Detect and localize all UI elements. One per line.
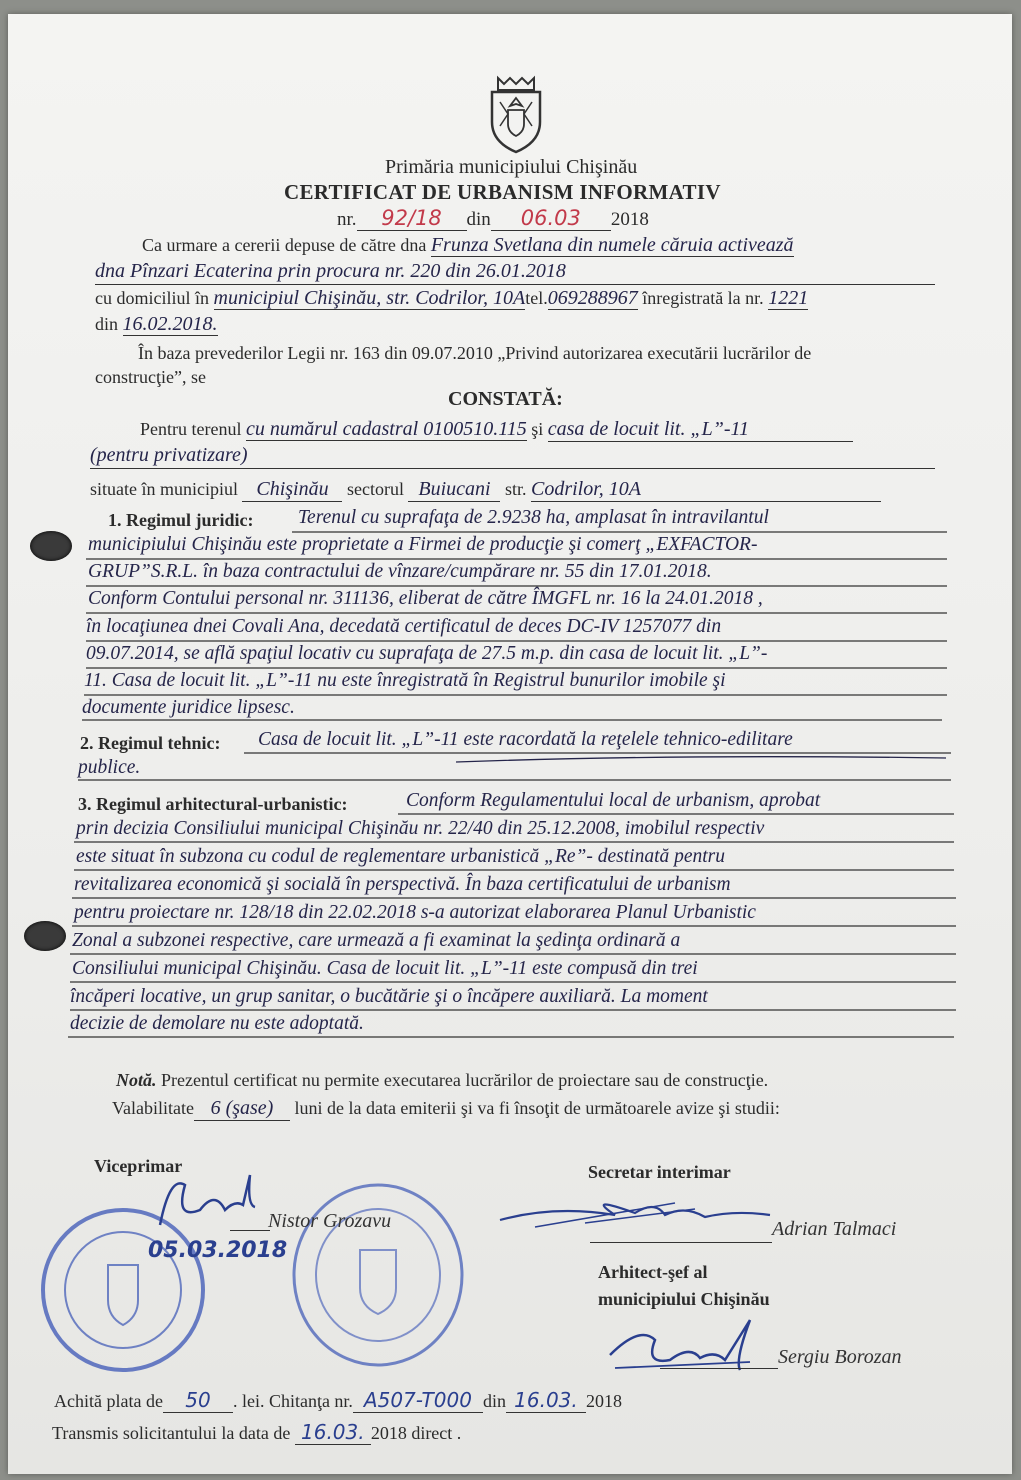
intro-line-4 [95,313,218,336]
document-title: CERTIFICAT DE URBANISM INFORMATIV [284,180,721,204]
regim-juridic-label: 1. Regimul juridic: [108,510,254,530]
intro-line-2 [95,260,935,283]
domicile-label: cu domiciliul în [95,288,209,308]
payment-amount: 50 [163,1388,233,1413]
transmis-line [52,1420,461,1445]
punch-hole-bottom [24,921,66,951]
regim-arhitectural-line-4: revitalizarea economică şi socială în perspectivă. În baza certificatului de urbanism [74,874,731,895]
transmis-date: 16.03. [295,1420,371,1445]
regim-arhitectural-line-2: prin decizia Consiliului municipal Chişinău nr. 22/40 din 25.12.2008, imobilul respectiv [76,818,765,839]
regim-juridic-underlines [82,530,952,725]
viceprimar-signature [155,1165,265,1235]
secretar-label: Secretar interimar [588,1162,731,1182]
receipt-year: 2018 [585,1391,622,1411]
street-label: str. [504,479,527,499]
regim-arhitectural-line-5: pentru proiectare nr. 128/18 din 22.02.2018 s-a autorizat elaborarea Planul Urbanistic [74,902,756,923]
law-line-1: În baza prevederilor Legii nr. 163 din 09.07.2010 „Privind autorizarea executării lucrărilor de [138,343,812,363]
certificate-date: 06.03 [491,206,611,231]
regim-tehnic-underlines [76,750,956,785]
viceprimar-label: Viceprimar [94,1156,183,1176]
secretar-name: Adrian Talmaci [772,1218,897,1240]
arhitect-label-line-1: Arhitect-şef al [598,1262,708,1282]
regim-tehnic-label: 2. Regimul tehnic: [80,733,221,753]
terrain-line-2 [90,444,935,467]
nota-line [116,1070,768,1091]
location-label: situate în municipiul [90,479,238,499]
payment-line [54,1388,622,1413]
registration-number: 1221 [768,287,809,309]
institution-name: Primăria municipiului Chişinău [385,156,638,178]
location-street: Codrilor, 10A [531,478,881,502]
transmis-suffix: 2018 direct . [370,1423,462,1443]
regim-juridic-line-3: GRUP”S.R.L. în baza contractului de vînzare/cumpărare nr. 55 din 17.01.2018. [88,561,712,582]
receipt-label: . lei. Chitanţa nr. [232,1391,353,1411]
payment-label: Achită plata de [54,1391,163,1411]
proxy-details: dna Pînzari Ecaterina prin procura nr. 220 din 26.01.2018 [95,260,566,282]
location-sector: Buiucani [408,478,500,502]
terrain-label: Pentru terenul [140,419,242,439]
cadastral-number: cu numărul cadastral 0100510.115 [245,418,527,440]
receipt-date: 16.03. [506,1388,586,1413]
terrain-line-1 [140,418,853,442]
validity-line [112,1097,780,1121]
regim-arhitectural-line-7: Consiliului municipal Chişinău. Casa de locuit lit. „L”-11 este compusă din trei [72,958,698,979]
certificate-year: 2018 [610,209,649,230]
regim-arhitectural-line-6: Zonal a subzonei respective, care urmează a fi examinat la şedinţa ordinară a [72,930,681,951]
validity-label: Valabilitate [112,1098,194,1118]
regim-juridic-line-5: în locaţiunea dnei Covali Ana, decedată certificatul de deces DC-IV 1257077 din [86,616,722,637]
regim-tehnic-line-1: Casa de locuit lit. „L”-11 este racordată la reţelele tehnico-edilitare [258,729,793,750]
location-city: Chişinău [242,478,342,502]
arhitect-name: Sergiu Borozan [778,1346,902,1368]
stamp-center [288,1180,468,1370]
nota-label: Notă. [116,1070,157,1090]
regim-arhitectural-line-8: încăperi locative, un grup sanitar, o bucătărie şi o încăpere auxiliară. La moment [70,986,708,1007]
viceprimar-date: 05.03.2018 [148,1238,288,1263]
regim-juridic-line-4: Conform Contului personal nr. 311136, eliberat de către ÎMGFL nr. 16 la 24.01.2018 , [88,588,763,609]
receipt-number: A507-T000 [353,1388,483,1413]
phone-number: 069288967 [547,287,638,309]
house-description: casa de locuit lit. „L”-11 [548,418,853,442]
tel-label: tel. [525,288,548,308]
nr-label: nr. [337,209,357,230]
law-line-2: construcţie”, se [95,367,206,387]
secretar-signature [495,1185,775,1245]
regim-arhitectural-label: 3. Regimul arhitectural-urbanistic: [78,794,348,814]
receipt-din-label: din [482,1391,506,1411]
regim-arhitectural-line-9: decizie de demolare nu este adoptată. [70,1013,364,1034]
din-label: din [466,209,491,230]
terrain-purpose: (pentru privatizare) [90,444,248,466]
intro-line-1 [142,234,794,257]
terrain-and-label: şi [531,419,544,439]
sector-label: sectorul [346,479,404,499]
regim-juridic-line-8: documente juridice lipsesc. [82,697,295,718]
certificate-number: 92/18 [357,206,467,231]
regim-juridic-line-6: 09.07.2014, se află spaţiul locativ cu suprafaţa de 27.5 m.p. din casa de locuit lit. „L”- [86,643,768,664]
applicant-name: Frunza Svetlana din numele căruia activează [430,234,794,256]
arhitect-label-line-2: municipiului Chişinău [598,1289,770,1309]
coat-of-arms-icon [486,74,546,154]
validity-value: 6 (şase) [194,1097,290,1121]
terrain-line-3 [90,478,881,502]
punch-hole-top [30,531,72,561]
arhitect-signature [600,1310,780,1385]
constata-heading: CONSTATĂ: [448,388,563,410]
regim-juridic-line-1: Terenul cu suprafaţa de 2.9238 ha, amplasat în intravilantul [298,507,769,528]
certificate-number-row [337,206,649,231]
transmis-label: Transmis solicitantului la data de [52,1423,291,1443]
intro-line-3 [95,287,808,310]
regim-tehnic-line-2: publice. [78,757,141,778]
regim-arhitectural-line-3: este situat în subzona cu codul de reglementare urbanistică „Re”- destinată pentru [76,846,726,867]
intro-prefix: Ca urmare a cererii depuse de către dna [142,235,427,255]
domicile-address: municipiul Chişinău, str. Codrilor, 10A [213,287,526,309]
registration-date: 16.02.2018. [122,313,218,335]
registration-label: înregistrată la nr. [642,288,764,308]
nota-text: Prezentul certificat nu permite executarea lucrărilor de proiectare sau de construcţie. [161,1070,769,1090]
regim-juridic-line-7: 11. Casa de locuit lit. „L”-11 nu este înregistrată în Registrul bunurilor imobile şi [84,670,726,691]
viceprimar-name: Nistor Grozavu [268,1210,392,1232]
registration-din-label: din [95,314,119,334]
regim-arhitectural-line-1: Conform Regulamentului local de urbanism, aprobat [406,790,821,811]
regim-juridic-line-2: municipiului Chişinău este proprietate a Firmei de producţie şi comerţ „EXFACTOR- [88,534,758,555]
regim-arhitectural-underlines [68,811,960,1043]
validity-rest: luni de la data emiterii şi va fi însoţit de următoarele avize şi studii: [294,1098,780,1118]
